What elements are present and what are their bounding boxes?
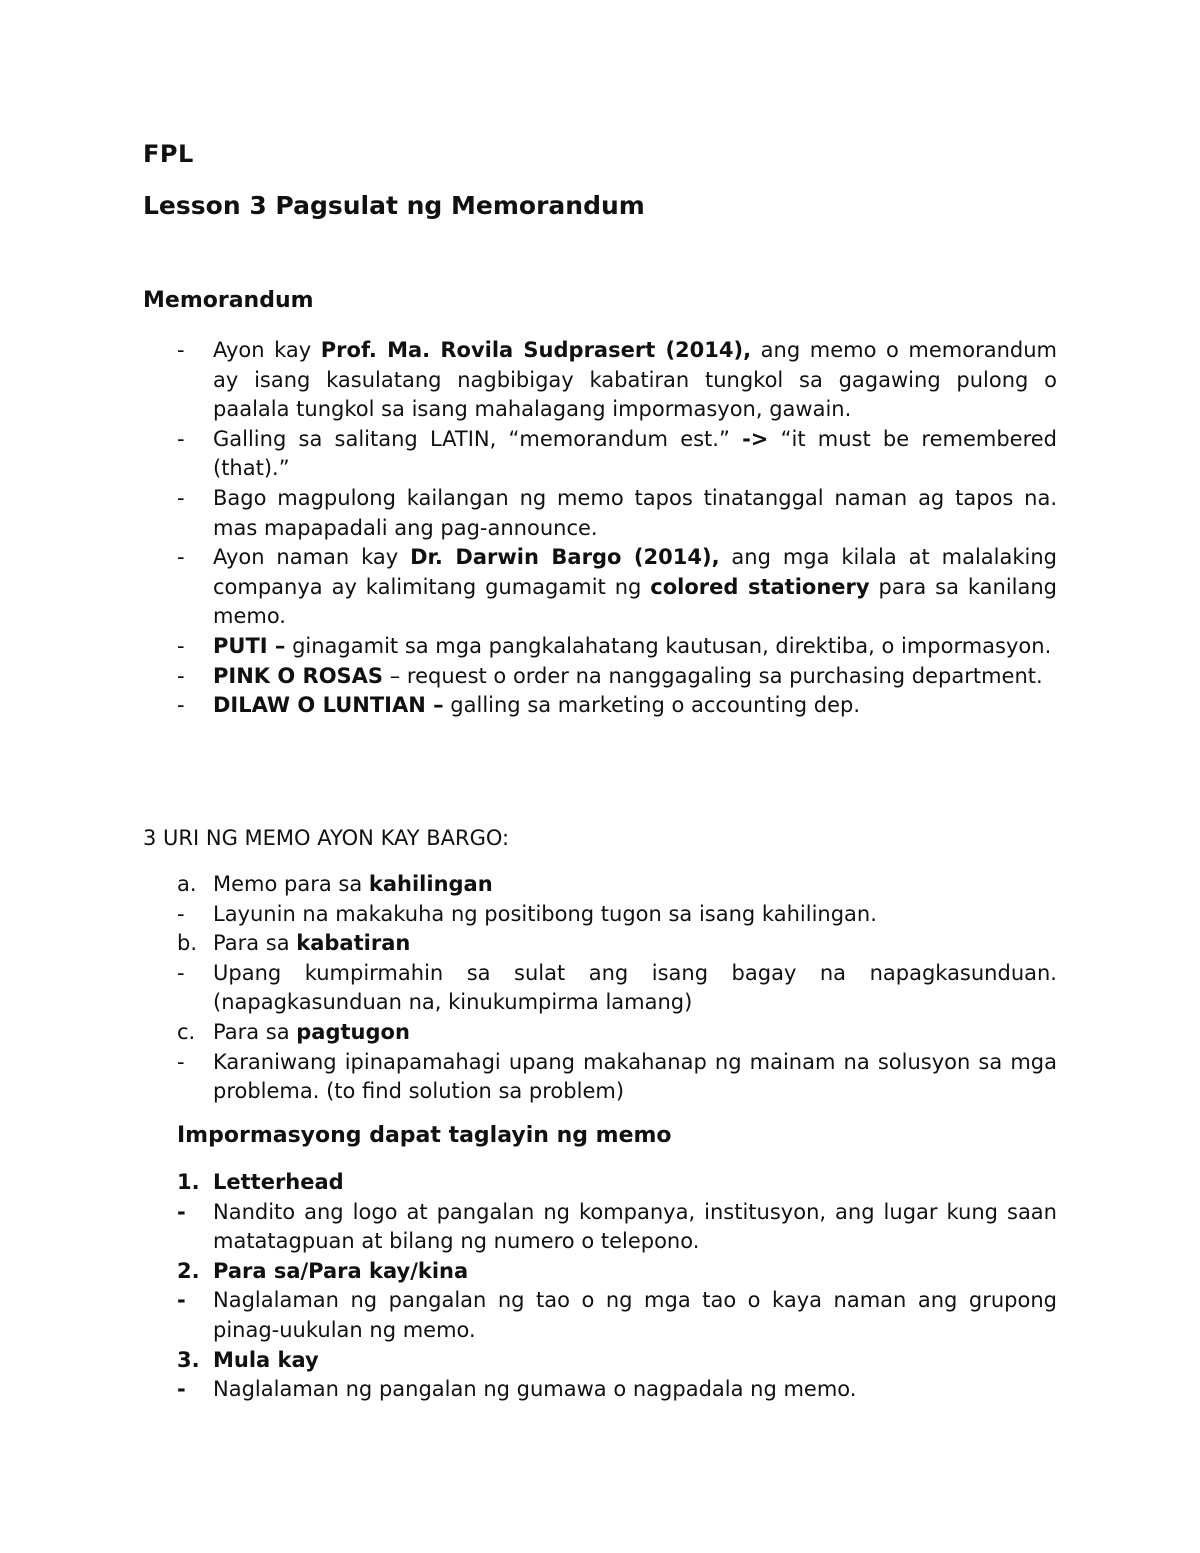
number-marker: 3. [177, 1347, 200, 1372]
info-desc: Nandito ang logo at pangalan ng kompanya, institusyon, ang lugar kung saan matatagpuan at bilang ng numero o telepono. [213, 1199, 1057, 1254]
item-text: Galling sa salitang LATIN, “memorandum est.” [213, 426, 743, 451]
item-text: Bago magpulong kailangan ng memo tapos tinatanggal naman ag tapos na. mas mapapadali ang pag-announce. [213, 485, 1057, 540]
info-3-label [177, 1346, 1057, 1376]
dash-marker: - [177, 1288, 186, 1313]
type-label-bold: kahilingan [368, 872, 493, 896]
letter-marker: a. [177, 872, 197, 896]
memo-item-1 [177, 336, 1057, 425]
section-heading: Memorandum [143, 288, 314, 313]
info-desc: Naglalaman ng pangalan ng tao o ng mga tao o kaya naman ang grupong pinag-uukulan ng memo. [213, 1288, 1057, 1342]
types-heading: 3 URI NG MEMO AYON KAY BARGO: [143, 826, 510, 850]
memo-item-3 [177, 484, 1057, 543]
item-text: “it must be remembered (that).” [213, 426, 1058, 481]
item-text: ang mga kilala at malalaking companya ay kalimitang gumagamit ng [213, 545, 1058, 599]
memo-item-7 [177, 691, 1057, 721]
type-c-desc [177, 1048, 1057, 1107]
dash-marker: - [177, 338, 185, 362]
memo-bullet-list [177, 336, 1057, 721]
dash-marker: - [177, 1049, 185, 1074]
dash-marker: - [177, 545, 185, 570]
dash-marker: - [177, 960, 185, 985]
info-desc: Naglalaman ng pangalan ng gumawa o nagpadala ng memo. [213, 1377, 857, 1402]
memo-item-4 [177, 543, 1057, 632]
dash-marker: - [177, 426, 185, 451]
type-desc: Upang kumpirmahin sa sulat ang isang bagay na napagkasunduan. (napagkasunduan na, kinukumpirma lamang) [213, 960, 1057, 1015]
dash-marker: - [177, 633, 185, 658]
dash-marker: - [177, 663, 185, 688]
type-label: Para sa [213, 1019, 297, 1044]
item-bold-text: PUTI – [213, 633, 286, 658]
type-b-label [177, 929, 1057, 959]
type-desc: Layunin na makakuha ng positibong tugon sa isang kahilingan. [213, 901, 877, 926]
item-text: Ayon kay [213, 338, 321, 362]
lesson-title: Lesson 3 Pagsulat ng Memorandum [143, 191, 645, 220]
dash-marker: - [177, 1199, 186, 1224]
type-label-bold: kabatiran [296, 931, 411, 956]
info-label: Letterhead [213, 1170, 344, 1194]
item-bold-text: -> [742, 426, 769, 451]
info-2-desc [177, 1286, 1057, 1345]
memo-item-6 [177, 662, 1057, 692]
info-heading: Impormasyong dapat taglayin ng memo [177, 1123, 672, 1148]
info-3-desc [177, 1375, 1057, 1405]
memo-item-2 [177, 425, 1057, 484]
item-bold-text: DILAW O LUNTIAN – [213, 693, 444, 718]
dash-marker: - [177, 1377, 186, 1402]
letter-marker: c. [177, 1019, 196, 1044]
memo-info-list [177, 1168, 1057, 1405]
number-marker: 2. [177, 1258, 200, 1283]
dash-marker: - [177, 901, 185, 926]
item-text: – request o order na nanggagaling sa purchasing department. [383, 663, 1043, 688]
dash-marker: - [177, 485, 185, 510]
info-label: Para sa/Para kay/kina [213, 1258, 469, 1283]
info-2-label [177, 1257, 1057, 1287]
type-label-bold: pagtugon [296, 1019, 410, 1044]
item-bold-text: Dr. Darwin Bargo (2014), [410, 545, 720, 570]
type-label: Para sa [213, 931, 297, 956]
item-bold-text: colored stationery [650, 574, 870, 599]
info-1-label [177, 1168, 1057, 1198]
letter-marker: b. [177, 931, 198, 956]
item-bold-text: PINK O ROSAS [213, 663, 384, 688]
type-a-desc [177, 900, 1057, 930]
dash-marker: - [177, 693, 185, 718]
item-text: ginagamit sa mga pangkalahatang kautusan, direktiba, o impormasyon. [285, 633, 1052, 658]
info-1-desc [177, 1198, 1057, 1257]
type-c-label [177, 1018, 1057, 1048]
memo-item-5 [177, 632, 1057, 662]
type-desc: Karaniwang ipinapamahagi upang makahanap ng mainam na solusyon sa mga problema. (to find solution sa problem) [213, 1049, 1057, 1104]
info-label: Mula kay [213, 1347, 319, 1372]
type-b-desc [177, 959, 1057, 1018]
type-a-label [177, 870, 1057, 900]
item-bold-text: Prof. Ma. Rovila Sudprasert (2014), [320, 338, 752, 362]
course-code: FPL [143, 140, 194, 168]
memo-types-list [177, 870, 1057, 1107]
number-marker: 1. [177, 1170, 200, 1194]
item-text: ang memo o memorandum ay isang kasulatang nagbibigay kabatiran tungkol sa gagawing pulong o paalala tungkol sa isang mahalagang impormasyon, gawain. [213, 338, 1057, 422]
item-text: galling sa marketing o accounting dep. [443, 693, 861, 718]
type-label: Memo para sa [213, 872, 369, 896]
item-text: Ayon naman kay [213, 545, 411, 570]
item-text: para sa kanilang memo. [213, 574, 1058, 629]
